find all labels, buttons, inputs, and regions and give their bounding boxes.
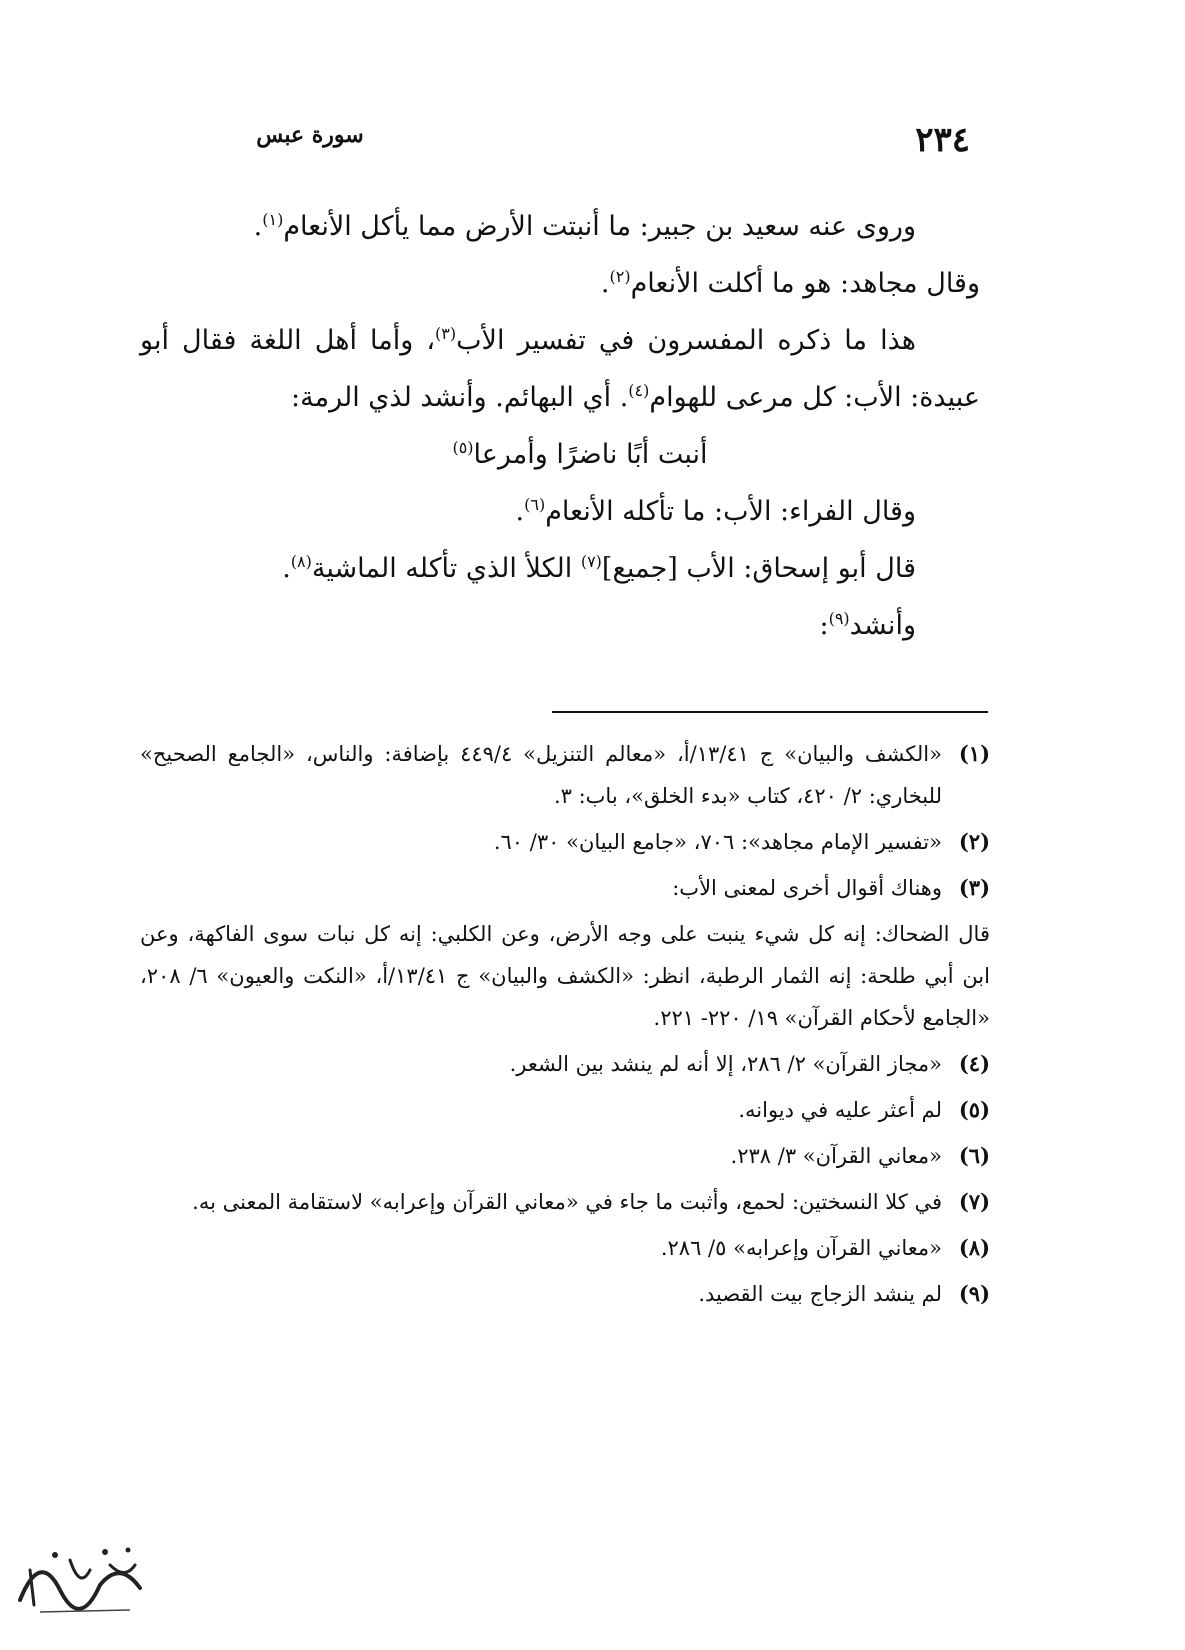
footnote-text: «معاني القرآن» ٣/ ٢٣٨. [730,1144,942,1168]
text-run: وقال الفراء: الأب: ما تأكله الأنعام [545,496,916,527]
paragraph [140,198,980,255]
footnote [140,1135,990,1177]
text-run: الكلأ الذي تأكله الماشية [311,553,581,584]
footnote-number: (٨) [958,1235,990,1260]
footnote [140,821,990,863]
text-run: . [282,553,291,584]
paragraph [140,312,980,426]
text-run: . [253,211,263,242]
footnote-number: (٩) [958,1281,990,1306]
text-run: . [515,496,525,527]
footnote-ref: (٦) [524,495,546,514]
footnote-ref: (٨) [290,552,312,571]
text-run: : [819,610,829,641]
footnote-text: لم أعثر عليه في ديوانه. [738,1098,942,1122]
footnote-number: (١) [958,741,990,766]
footnote-number: (٣) [958,875,990,900]
footnote [140,1089,990,1131]
footnote [140,733,990,817]
poetry-verse [140,426,980,483]
text-run: وأنشد [849,610,916,641]
footnote [140,1273,990,1315]
footnote-ref: (١) [262,210,284,229]
text-run: . أي البهائم. وأنشد لذي الرمة: [291,382,629,413]
paragraph [140,597,980,654]
text-run: قال أبو إسحاق: الأب [جميع] [601,553,916,584]
footnote [140,1181,990,1223]
footnote-ref: (٩) [828,609,850,628]
footnote-text: «الكشف والبيان» ج ١٣/٤١/أ، «معالم التنزيل» ٤٤٩/٤ بإضافة: والناس، «الجامع الصحيح» للبخاري: ٢/ ٤٢٠، كتاب «بدء الخلق»، باب: ٣. [140,742,942,808]
footnote-text: «معاني القرآن وإعرابه» ٥/ ٢٨٦. [660,1236,942,1260]
footnote-ref: (٣) [435,324,457,343]
footnote [140,1227,990,1269]
text-run: هذا ما ذكره المفسرون في تفسير الأب [456,325,916,356]
verse-text: أنبت أبًا ناضرًا وأمرعا [473,439,708,470]
footnote [140,867,990,909]
text-run: وروى عنه سعيد بن جبير: ما أنبتت الأرض مما يأكل الأنعام [283,211,916,242]
footnote-text: لم ينشد الزجاج بيت القصيد. [698,1282,942,1306]
footnote-number: (٦) [958,1143,990,1168]
footnote [140,1043,990,1085]
text-run: . [600,268,610,299]
text-run: عبيدة: الأب: كل مرعى للهوام [649,382,980,413]
calligraphy-logo-icon [10,1530,160,1620]
text-run: وقال مجاهد: هو ما أكلت الأنعام [630,268,980,299]
footnote-number: (٤) [958,1051,990,1076]
footnote-text: في كلا النسختين: لحمع، وأثبت ما جاء في «معاني القرآن وإعرابه» لاستقامة المعنى به. [192,1190,942,1214]
paragraph [140,483,980,540]
footnote-ref: (٤) [628,381,650,400]
footnote-separator [552,711,988,713]
footnote-text: «تفسير الإمام مجاهد»: ٧٠٦، «جامع البيان» ٣٠/ ٦٠. [493,830,942,854]
footnote-number: (٥) [958,1097,990,1122]
footnote-ref: (٥) [452,438,474,457]
footnote-number: (٧) [958,1189,990,1214]
text-run: ، وأما أهل اللغة فقال أبو [140,325,436,356]
paragraph [140,255,980,312]
paragraph [140,540,980,597]
running-title: سورة عبس [256,122,364,148]
footnote-ref: (٧) [580,552,602,571]
footnote-ref: (٢) [609,267,631,286]
page-number: ٢٣٤ [915,120,970,160]
footnotes [140,733,990,1319]
footnote-continuation: قال الضحاك: إنه كل شيء ينبت على وجه الأرض، وعن الكلبي: إنه كل نبات سوى الفاكهة، وعن ابن أبي طلحة: إنه الثمار الرطبة، انظر: «الكشف والبيان» ج ١٣/٤١/أ، «النكت والعيون» ٦/ ٢٠٨، «الجامع لأحكام القرآن» ١٩/ ٢٢٠- ٢٢١. [140,922,990,1030]
footnote-text: «مجاز القرآن» ٢/ ٢٨٦، إلا أنه لم ينشد بين الشعر. [509,1052,942,1076]
main-text [140,198,980,654]
footnote-number: (٢) [958,829,990,854]
footnote-text: وهناك أقوال أخرى لمعنى الأب: [672,876,942,900]
